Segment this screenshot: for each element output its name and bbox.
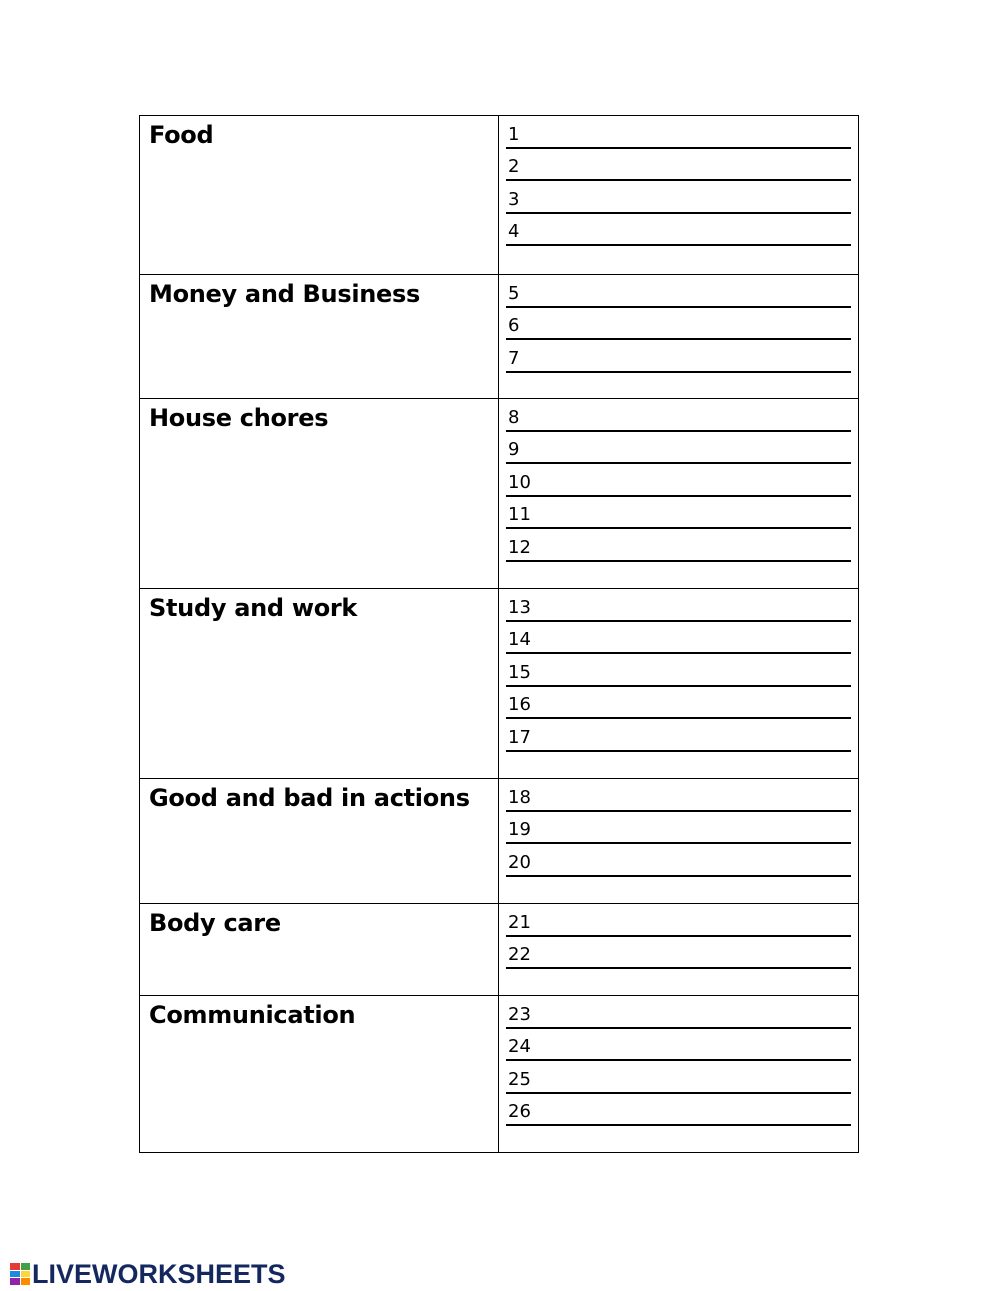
- answer-number: 12: [508, 536, 531, 558]
- answer-line[interactable]: [506, 1031, 851, 1062]
- category-row: [140, 588, 858, 778]
- answer-line[interactable]: [506, 401, 851, 432]
- answers-cell: [499, 275, 858, 398]
- answer-line[interactable]: [506, 721, 851, 752]
- category-cell: [140, 996, 499, 1152]
- answer-number: 23: [508, 1003, 531, 1025]
- category-title: Body care: [149, 909, 281, 937]
- answer-line[interactable]: [506, 499, 851, 530]
- category-row: [140, 995, 858, 1152]
- answer-line[interactable]: [506, 466, 851, 497]
- answer-number: 11: [508, 504, 531, 525]
- answer-line[interactable]: [506, 531, 851, 562]
- category-cell: [140, 275, 499, 398]
- answer-line[interactable]: [506, 939, 851, 970]
- answer-number: 22: [508, 944, 531, 965]
- answer-line[interactable]: [506, 906, 851, 937]
- answer-line[interactable]: [506, 277, 851, 308]
- answer-number: 5: [508, 282, 520, 304]
- answer-number: 14: [508, 629, 531, 650]
- answer-number: 15: [508, 661, 531, 683]
- answer-line[interactable]: [506, 310, 851, 341]
- answer-line[interactable]: [506, 624, 851, 655]
- answer-line[interactable]: [506, 216, 851, 247]
- answer-line[interactable]: [506, 846, 851, 877]
- answer-line[interactable]: [506, 656, 851, 687]
- answer-number: 10: [508, 471, 531, 493]
- answer-line[interactable]: [506, 434, 851, 465]
- answer-number: 25: [508, 1068, 531, 1090]
- liveworksheets-logo: [10, 1261, 286, 1287]
- answer-number: 3: [508, 188, 520, 210]
- answer-number: 7: [508, 347, 520, 369]
- answer-line[interactable]: [506, 998, 851, 1029]
- category-row: [140, 778, 858, 903]
- answer-number: 26: [508, 1101, 531, 1122]
- answer-line[interactable]: [506, 1063, 851, 1094]
- answer-number: 24: [508, 1036, 531, 1057]
- logo-text: LIVEWORKSHEETS: [32, 1259, 286, 1289]
- answer-number: 9: [508, 439, 520, 460]
- answers-cell: [499, 399, 858, 588]
- category-title: Food: [149, 121, 214, 149]
- answer-number: 17: [508, 726, 531, 748]
- answer-number: 18: [508, 786, 531, 808]
- answers-cell: [499, 589, 858, 778]
- category-row: [140, 398, 858, 588]
- answer-line[interactable]: [506, 1096, 851, 1127]
- category-title: House chores: [149, 404, 329, 432]
- category-row: [140, 274, 858, 398]
- category-cell: [140, 399, 499, 588]
- liveworksheets-logo-icon: [10, 1263, 30, 1285]
- answer-number: 4: [508, 221, 520, 242]
- answer-line[interactable]: [506, 151, 851, 182]
- answer-number: 19: [508, 819, 531, 840]
- answer-line[interactable]: [506, 781, 851, 812]
- answer-line[interactable]: [506, 118, 851, 149]
- category-cell: [140, 589, 499, 778]
- answer-line[interactable]: [506, 689, 851, 720]
- answer-line[interactable]: [506, 814, 851, 845]
- category-title: Money and Business: [149, 280, 420, 308]
- answer-number: 1: [508, 123, 520, 145]
- answers-cell: [499, 996, 858, 1152]
- category-table: [139, 115, 859, 1153]
- answer-number: 21: [508, 911, 531, 933]
- answers-cell: [499, 779, 858, 903]
- answer-number: 13: [508, 596, 531, 618]
- category-title: Good and bad in actions: [149, 784, 470, 812]
- answer-number: 6: [508, 315, 520, 336]
- answer-line[interactable]: [506, 183, 851, 214]
- answer-number: 2: [508, 156, 520, 177]
- category-cell: [140, 779, 499, 903]
- category-title: Communication: [149, 1001, 356, 1029]
- answer-number: 8: [508, 406, 520, 428]
- category-row: [140, 116, 858, 274]
- category-row: [140, 903, 858, 995]
- answer-line[interactable]: [506, 591, 851, 622]
- category-title: Study and work: [149, 594, 358, 622]
- answers-cell: [499, 116, 858, 274]
- answers-cell: [499, 904, 858, 995]
- category-cell: [140, 904, 499, 995]
- answer-number: 20: [508, 851, 531, 873]
- answer-number: 16: [508, 694, 531, 715]
- category-cell: [140, 116, 499, 274]
- answer-line[interactable]: [506, 342, 851, 373]
